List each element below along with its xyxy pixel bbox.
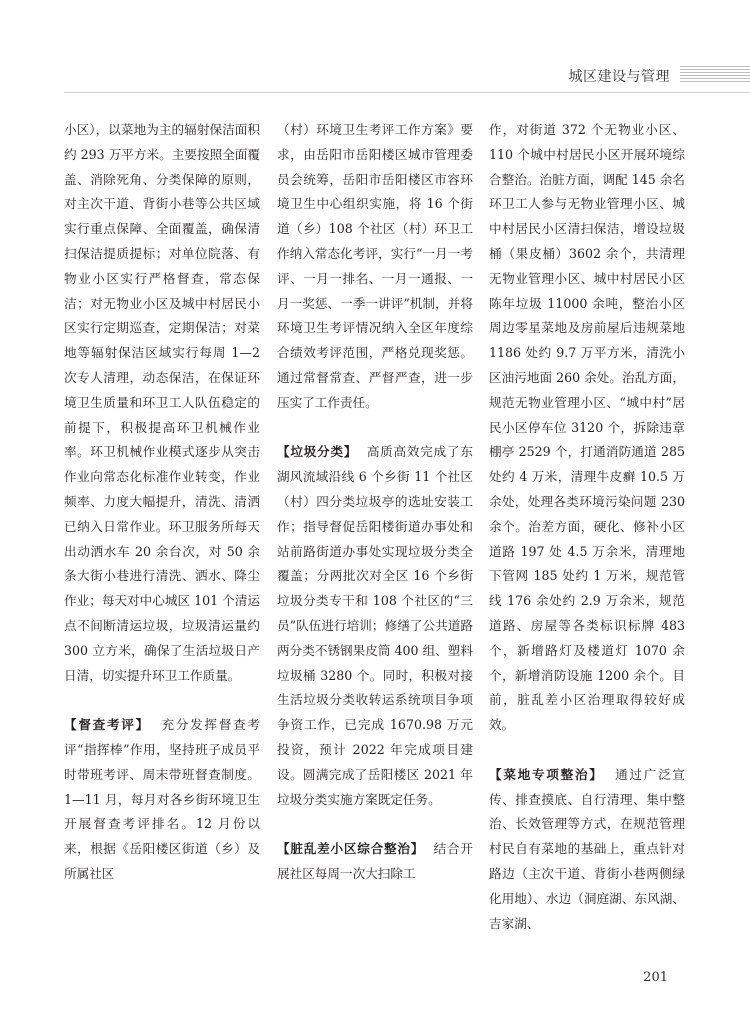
paragraph: （村）环境卫生考评工作方案》要求，由岳阳市岳阳楼区城市管理委员会统筹，岳阳市岳阳楼区市容环境卫生中心组织实施，将 16 个街道（乡）108 个社区（村）环卫工作纳入常态化考评，实行“一月一考评、一月一排名、一月一通报、一月一奖惩、一季一讲评”机制，并将环境卫生考评情况纳入全区年度综合绩效考评范围，严格兑现奖惩。通过常督常查、严督严查，进一步压实了工作责任。: [277, 122, 473, 410]
page-number: 201: [643, 970, 668, 985]
section-heading: 【菜地专项整治】: [489, 766, 604, 782]
header-rule: [64, 92, 750, 93]
paragraph-text: 结合开展社区每周一次大扫除工: [277, 841, 474, 881]
paragraph: [277, 440, 473, 812]
section-heading: 【垃圾分类】: [277, 444, 358, 460]
paragraph-text: 高质高效完成了东湖风流域沿线 6 个乡街 11 个社区（村）四分类垃圾亭的选址安装工作；指导督促岳阳楼街道办事处和站前路街道办事处实现垃圾分类全覆盖；分两批次对全区 16 个乡街垃圾分类专干和 108 个社区的“三员”队伍进行培训；修缮了公共道路两分类不锈钢果皮筒 400 组、塑料垃圾桶 3280 个。同时，积极对接生活垃圾分类收转运系统项目争项争资工作，已完成 1670.98 万元投资，预计 2022 年完成项目建设。圆满完成了岳阳楼区 2021 年垃圾分类实施方案既定任务。: [277, 444, 474, 807]
text-column-2: [277, 118, 473, 887]
paragraph: 作，对街道 372 个无物业小区、110 个城中村居民小区开展环境综合整治。治脏方面，调配 145 余名环卫工人参与无物业管理小区、城中村居民小区清扫保洁，增设垃圾桶（果皮桶）3602 余个，共清理无物业管理小区、城中村居民小区陈年垃圾 11000 余吨，整治小区周边零星菜地及房前屋后违规菜地 1186 处约 9.7 万平方米，清洗小区油污地面 260 余处。治乱方面，规范无物业管理小区、“城中村”居民小区停车位 3120 个，拆除违章棚亭 2529 个，打通消防通道 285 处约 4 万米，清理牛皮癣 10.5 万余处，处理各类环境污染问题 230 余个。治差方面，硬化、修补小区道路 197 处 4.5 万余米，清理地下管网 185 处约 1 万米，规范管线 176 余处约 2.9 万余米，规范道路、房屋等各类标识标牌 483 个，新增路灯及楼道灯 1070 余个，新增消防设施 1200 余个。目前，脏乱差小区治理取得较好成效。: [489, 122, 685, 733]
text-column-1: [64, 118, 260, 887]
text-column-3: [489, 118, 685, 936]
paragraph: [277, 837, 473, 887]
section-heading: 【督查考评】: [64, 717, 150, 733]
paragraph: [489, 763, 685, 937]
paragraph: 小区），以菜地为主的辐射保洁面积约 293 万平方米。主要按照全面覆盖、消除死角、分类保障的原则，对主次干道、背街小巷等公共区域实行重点保障、全面覆盖，确保清扫保洁提质提标；对单位院落、有物业小区实行严格督查，常态保洁；对无物业小区及城中村居民小区实行定期巡查，定期保洁；对菜地等辐射保洁区域实行每周 1—2 次专人清理，动态保洁，在保证环境卫生质量和环卫工人队伍稳定的前提下，积极提高环卫机械作业率。环卫机械作业模式逐步从突击作业向常态化标准作业转变，作业频率、力度大幅提升，清洗、清洒已纳入日常作业。环卫服务所每天出动洒水车 20 余台次，对 50 余条大街小巷进行清洗、洒水、降尘作业；每天对中心城区 101 个清运点不间断清运垃圾，垃圾清运量约 300 立方米，确保了生活垃圾日产日清，切实提升环卫工作质量。: [64, 122, 260, 683]
paragraph-text: 通过广泛宣传、排查摸底、自行清理、集中整治、长效管理等方式，在规范管理村民自有菜地的基础上，重点针对路边（主次干道、背街小巷两侧绿化用地）、水边（洞庭湖、东风湖、吉家湖、: [489, 766, 686, 931]
running-header: [0, 62, 750, 88]
paragraph-text: 充分发挥督查考评“指挥棒”作用，坚持班子成员平时带班考评、周末带班督查制度。1—11 月，每月对各乡街环境卫生开展督查考评排名。12 月份以来，根据《岳阳楼区街道（乡）及所属社区: [64, 717, 261, 881]
section-heading: 【脏乱差小区综合整治】: [277, 841, 425, 857]
header-stripe-decoration: [680, 66, 750, 84]
paragraph: [64, 713, 260, 887]
section-title: 城区建设与管理: [568, 69, 670, 85]
